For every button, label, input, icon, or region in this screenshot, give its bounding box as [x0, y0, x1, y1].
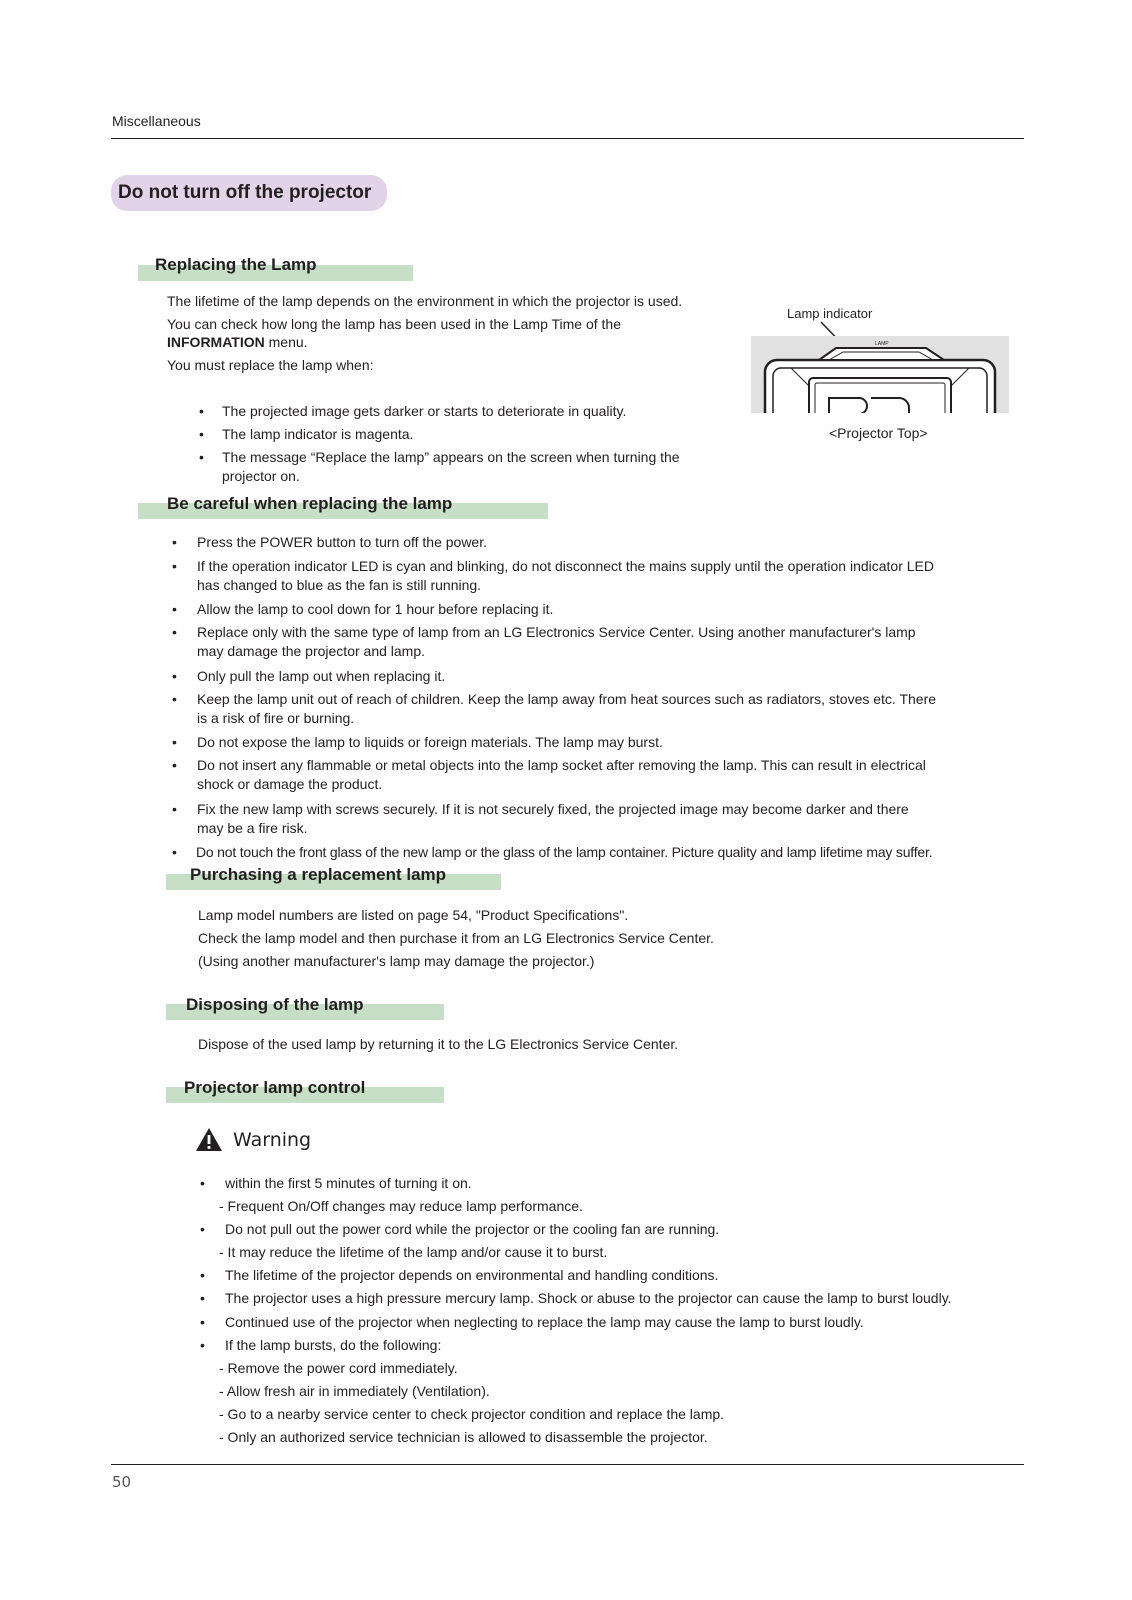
bullet-dot: • [172, 757, 177, 773]
list-item [200, 1336, 1030, 1355]
page-number: 50 [112, 1473, 132, 1491]
list-item-text: Press the POWER button to turn off the power. [197, 534, 488, 550]
list-subitem: - Frequent On/Off changes may reduce lamp performance. [219, 1198, 583, 1214]
list-item-text-continued: is a risk of fire or burning. [197, 710, 355, 726]
list-subitem: - It may reduce the lifetime of the lamp and/or cause it to burst. [219, 1244, 608, 1260]
list-item-text: Do not expose the lamp to liquids or foreign materials. The lamp may burst. [197, 734, 663, 750]
list-item-text-continued: may damage the projector and lamp. [197, 643, 426, 659]
bullet-dot: • [199, 449, 204, 465]
list-item [199, 448, 719, 486]
list-subitem: - Allow fresh air in immediately (Ventilation). [219, 1383, 490, 1399]
figure-caption: <Projector Top> [829, 425, 928, 441]
list-item [172, 667, 1002, 686]
running-header: Miscellaneous [112, 113, 201, 129]
projector-top-drawing [751, 336, 1009, 413]
list-item [172, 733, 1002, 752]
list-item [172, 557, 1002, 595]
header-rule [111, 138, 1024, 139]
list-item [172, 843, 1002, 862]
list-item [172, 690, 1002, 728]
bullet-dot: • [200, 1175, 205, 1191]
list-item [200, 1174, 1030, 1193]
bullet-dot: • [172, 558, 177, 574]
lamp-indicator-text: LAMP [875, 341, 889, 347]
list-item-text: Do not insert any flammable or metal objects into the lamp socket after removing the lamp. This can result in electrical [197, 757, 926, 773]
list-item [172, 800, 1002, 838]
list-item-text: Do not pull out the power cord while the projector or the cooling fan are running. [225, 1221, 720, 1237]
purchasing-line-2: Check the lamp model and then purchase it from an LG Electronics Service Center. [198, 930, 714, 946]
list-item [200, 1266, 1030, 1285]
list-item-text: Replace only with the same type of lamp from an LG Electronics Service Center. Using another manufacturer's lamp [197, 624, 916, 640]
list-item [199, 425, 719, 444]
warning-icon [195, 1127, 223, 1152]
list-item-text-continued: shock or damage the product. [197, 776, 383, 792]
replacing-paragraph-3 [167, 333, 308, 352]
list-item-text: The projected image gets darker or starts to deteriorate in quality. [222, 403, 627, 419]
list-item [200, 1289, 1030, 1308]
list-item-text: The lifetime of the projector depends on environmental and handling conditions. [225, 1267, 719, 1283]
footer-rule [111, 1464, 1024, 1465]
section-title-control: Projector lamp control [184, 1078, 366, 1097]
list-item-text: The projector uses a high pressure mercury lamp. Shock or abuse to the projector can cause the lamp to burst loudly. [225, 1290, 952, 1306]
bullet-dot: • [172, 734, 177, 750]
list-item [200, 1220, 1030, 1239]
list-item-text: Fix the new lamp with screws securely. If it is not securely fixed, the projected image may become darker and there [197, 801, 909, 817]
bullet-dot: • [200, 1314, 205, 1330]
bullet-dot: • [172, 601, 177, 617]
list-item [172, 756, 1002, 794]
replacing-paragraph-4: You must replace the lamp when: [167, 357, 374, 373]
list-subitem: - Only an authorized service technician is allowed to disassemble the projector. [219, 1429, 708, 1445]
list-subitem: - Remove the power cord immediately. [219, 1360, 458, 1376]
bullet-dot: • [172, 801, 177, 817]
section-title-disposing: Disposing of the lamp [186, 995, 364, 1014]
list-item-text: The lamp indicator is magenta. [222, 426, 414, 442]
list-item-text: Allow the lamp to cool down for 1 hour before replacing it. [197, 601, 554, 617]
list-item [172, 533, 1002, 552]
section-title-careful: Be careful when replacing the lamp [167, 494, 453, 513]
section-title-purchasing: Purchasing a replacement lamp [190, 865, 447, 884]
purchasing-line-1: Lamp model numbers are listed on page 54, "Product Specifications". [198, 907, 629, 923]
list-item-text: Continued use of the projector when neglecting to replace the lamp may cause the lamp to burst loudly. [225, 1314, 864, 1330]
warning-label: Warning [233, 1129, 312, 1151]
information-menu-name: INFORMATION [167, 334, 265, 350]
bullet-dot: • [200, 1337, 205, 1353]
bullet-dot: • [200, 1290, 205, 1306]
list-item [172, 623, 1002, 661]
purchasing-line-3: (Using another manufacturer's lamp may damage the projector.) [198, 953, 595, 969]
list-item-text: within the first 5 minutes of turning it on. [225, 1175, 472, 1191]
bullet-dot: • [200, 1221, 205, 1237]
list-item-text: If the lamp bursts, do the following: [225, 1337, 442, 1353]
list-item-text-continued: may be a fire risk. [197, 820, 308, 836]
disposing-line: Dispose of the used lamp by returning it to the LG Electronics Service Center. [198, 1036, 679, 1052]
figure-label: Lamp indicator [787, 306, 873, 321]
section-title-replacing: Replacing the Lamp [155, 255, 317, 274]
page-title: Do not turn off the projector [111, 175, 387, 211]
menu-suffix: menu. [264, 334, 308, 350]
list-subitem: - Go to a nearby service center to check projector condition and replace the lamp. [219, 1406, 725, 1422]
replacing-paragraph-2: You can check how long the lamp has been used in the Lamp Time of the [167, 316, 622, 332]
list-item [199, 402, 719, 421]
bullet-dot: • [172, 668, 177, 684]
projector-top-image [751, 336, 1009, 413]
list-item-text: If the operation indicator LED is cyan and blinking, do not disconnect the mains supply until the operation indicator LED [197, 558, 934, 574]
list-item-text-continued: projector on. [222, 468, 300, 484]
list-item-text-continued: has changed to blue as the fan is still running. [197, 577, 482, 593]
list-item-text: The message “Replace the lamp” appears on the screen when turning the [222, 449, 680, 465]
list-item [172, 600, 1002, 619]
bullet-dot: • [172, 534, 177, 550]
bullet-dot: • [172, 844, 177, 860]
list-item-text: Do not touch the front glass of the new lamp or the glass of the lamp container. Picture quality and lamp lifetime may suffer. [196, 844, 933, 860]
bullet-dot: • [199, 426, 204, 442]
bullet-dot: • [200, 1267, 205, 1283]
list-item [200, 1313, 1030, 1332]
bullet-dot: • [172, 691, 177, 707]
bullet-dot: • [172, 624, 177, 640]
replacing-paragraph-1: The lifetime of the lamp depends on the environment in which the projector is used. [167, 293, 683, 309]
bullet-dot: • [199, 403, 204, 419]
list-item-text: Keep the lamp unit out of reach of children. Keep the lamp away from heat sources such as radiators, stoves etc. There [197, 691, 937, 707]
list-item-text: Only pull the lamp out when replacing it. [197, 668, 446, 684]
